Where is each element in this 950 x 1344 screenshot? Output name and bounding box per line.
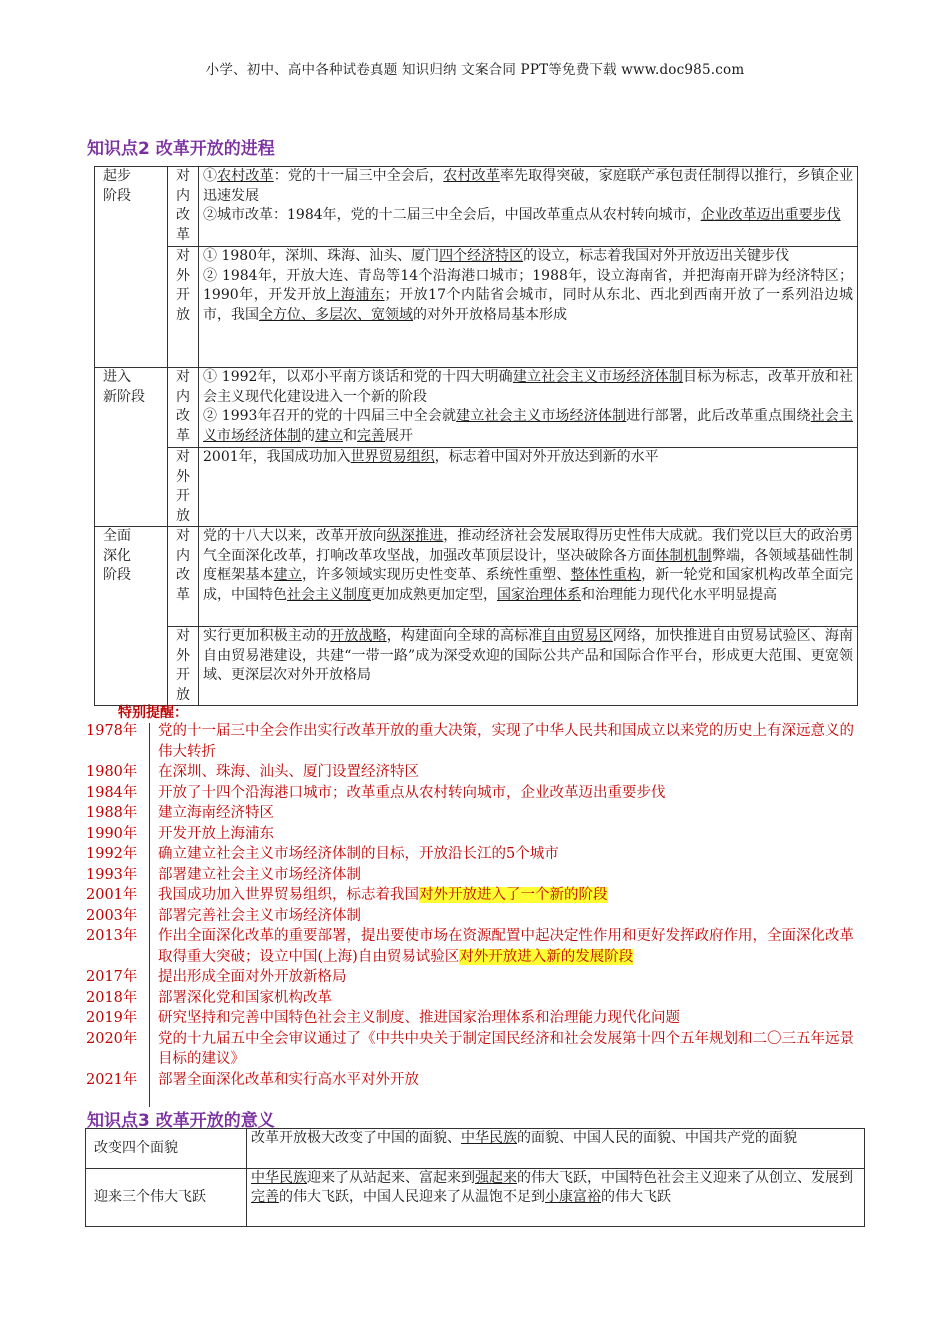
stage-content: [199, 448, 858, 527]
timeline-text: 提出形成全面对外开放新格局: [158, 969, 347, 985]
rich-text: ② 1984年，开放大连、青岛等14个沿海港口城市；1988年，设立海南省，并把海南开辟为经济特区；1990年，开发开放上海浦东；开放17个内陆省会城市，同时从东北、西北到西南开放了一系列沿边城市，我国全方位、多层次、宽领域的对外开放格局基本形成: [203, 267, 853, 323]
timeline-year: 1992年: [86, 846, 138, 862]
timeline-year: 2001年: [86, 887, 138, 903]
stage-content: [199, 247, 858, 368]
stage-name: 全面 深化 阶段: [95, 527, 168, 706]
timeline-year: 2017年: [86, 969, 138, 985]
timeline-year: 2018年: [86, 989, 138, 1006]
timeline-year: 2013年: [86, 928, 138, 944]
kind-label: 对 内 改 革: [168, 527, 199, 627]
stage-content: [199, 167, 858, 247]
timeline-event: [86, 926, 866, 967]
timeline-text: 开发开放上海浦东: [158, 825, 274, 842]
kind-label: 对 外 开 放: [168, 448, 199, 527]
timeline-text: 部署深化党和国家机构改革: [158, 989, 332, 1006]
timeline-event: [86, 906, 866, 927]
kind-label: 对 内 改 革: [168, 368, 199, 448]
timeline-event: [86, 988, 866, 1009]
rich-text: ② 1993年召开的党的十四届三中全会就建立社会主义市场经济体制进行部署，此后改革重点围绕社会主义市场经济体制的建立和完善展开: [203, 408, 853, 444]
rich-text: ① 1980年，深圳、珠海、汕头、厦门四个经济特区的设立，标志着我国对外开放迈出关键步伐: [203, 248, 790, 264]
timeline-event: [86, 865, 866, 886]
timeline-event: [86, 885, 866, 906]
timeline-year: 1990年: [86, 825, 138, 842]
timeline-text: 党的十九届五中全会审议通过了《中共中央关于制定国民经济和社会发展第十四个五年规划和二〇三五年远景目标的建议》: [158, 1030, 854, 1067]
timeline-text: 确立建立社会主义市场经济体制的目标，开放沿长江的5个城市: [158, 846, 559, 862]
timeline-text: 研究坚持和完善中国特色社会主义制度、推进国家治理体系和治理能力现代化问题: [158, 1010, 680, 1026]
stage-content: [199, 527, 858, 627]
timeline-highlight: 对外开放进入了一个新的阶段: [419, 887, 608, 903]
timeline-year: 2021年: [86, 1071, 138, 1088]
timeline-event: [86, 844, 866, 865]
significance-label: 迎来三个伟大飞跃: [86, 1169, 247, 1227]
timeline-text: 开放了十四个沿海港口城市；改革重点从农村转向城市，企业改革迈出重要步伐: [158, 784, 666, 801]
timeline-event: [86, 803, 866, 824]
timeline-event: [86, 1070, 866, 1091]
stage-content: [199, 627, 858, 706]
rich-text: 党的十八大以来，改革开放向纵深推进，推动经济社会发展取得历史性伟大成就。我们党以巨大的政治勇气全面深化改革，打响改革攻坚战，加强改革顶层设计，坚决破除各方面体制机制弊端，各领域基础性制度框架基本建立，许多领域实现历史性变革、系统性重塑、整体性重构，新一轮党和国家机构改革全面完成，中国特色社会主义制度更加成熟更加定型，国家治理体系和治理能力现代化水平明显提高: [203, 528, 854, 603]
timeline-text: 部署全面深化改革和实行高水平对外开放: [158, 1071, 419, 1088]
reform-progress-table: [94, 166, 858, 706]
timeline-year: 1984年: [86, 784, 138, 801]
kind-label: 对 外 开 放: [168, 627, 199, 706]
significance-label: 改变四个面貌: [86, 1129, 247, 1169]
section-title-2: 知识点2 改革开放的进程: [87, 139, 275, 159]
timeline-year: 1980年: [86, 764, 138, 780]
rich-text: 实行更加积极主动的开放战略，构建面向全球的高标准自由贸易区网络，加快推进自由贸易试验区、海南自由贸易港建设，共建“一带一路”成为深受欢迎的国际公共产品和国际合作平台，形成更大范围、更宽领域、更深层次对外开放格局: [203, 628, 854, 683]
kind-label: 对 外 开 放: [168, 247, 199, 368]
timeline-text: 我国成功加入世界贸易组织，标志着我国对外开放进入了一个新的阶段: [158, 887, 608, 903]
rich-text: 2001年，我国成功加入世界贸易组织，标志着中国对外开放达到新的水平: [203, 449, 659, 465]
stage-name: 起步 阶段: [95, 167, 168, 368]
timeline-text: 部署建立社会主义市场经济体制: [158, 866, 361, 883]
timeline-text: 作出全面深化改革的重要部署，提出要使市场在资源配置中起决定性作用和更好发挥政府作用，全面深化改革取得重大突破；设立中国(上海)自由贸易试验区对外开放进入新的发展阶段: [158, 928, 854, 965]
page-header: 小学、初中、高中各种试卷真题 知识归纳 文案合同 PPT等免费下载 www.doc985.com: [205, 62, 745, 78]
timeline-year: 1978年: [86, 723, 138, 739]
rich-text: ①农村改革：党的十一届三中全会后，农村改革率先取得突破，家庭联产承包责任制得以推行，乡镇企业迅速发展: [203, 168, 854, 204]
timeline-text: 党的十一届三中全会作出实行改革开放的重大决策，实现了中华人民共和国成立以来党的历史上有深远意义的伟大转折: [158, 723, 854, 760]
timeline-text: 建立海南经济特区: [158, 805, 274, 821]
reform-significance-table: [85, 1128, 865, 1227]
kind-label: 对 内 改 革: [168, 167, 199, 247]
timeline-event: [86, 1029, 866, 1070]
timeline-event: [86, 762, 866, 783]
special-reminder-title: 特别提醒：: [118, 705, 188, 721]
timeline-text: 在深圳、珠海、汕头、厦门设置经济特区: [158, 764, 419, 780]
timeline-line: [149, 723, 150, 1107]
stage-content: [199, 368, 858, 448]
reform-timeline: [86, 721, 866, 1090]
timeline-event: [86, 721, 866, 762]
stage-name: 进入 新阶段: [95, 368, 168, 527]
timeline-event: [86, 1008, 866, 1029]
rich-text: ②城市改革：1984年，党的十二届三中全会后，中国改革重点从农村转向城市，企业改革迈出重要步伐: [203, 207, 841, 223]
timeline-highlight: 对外开放进入新的发展阶段: [459, 948, 634, 965]
significance-content: [247, 1169, 865, 1227]
rich-text: 改革开放极大改变了中国的面貌、中华民族的面貌、中国人民的面貌、中国共产党的面貌: [251, 1130, 797, 1146]
timeline-event: [86, 824, 866, 845]
timeline-year: 2003年: [86, 907, 138, 924]
timeline-year: 2019年: [86, 1010, 138, 1026]
timeline-year: 1993年: [86, 866, 138, 883]
significance-content: [247, 1129, 865, 1169]
timeline-event: [86, 967, 866, 988]
rich-text: ① 1992年，以邓小平南方谈话和党的十四大明确建立社会主义市场经济体制目标为标志，改革开放和社会主义现代化建设进入一个新的阶段: [203, 369, 854, 405]
timeline-text: 部署完善社会主义市场经济体制: [158, 907, 361, 924]
rich-text: 中华民族迎来了从站起来、富起来到强起来的伟大飞跃，中国特色社会主义迎来了从创立、发展到完善的伟大飞跃，中国人民迎来了从温饱不足到小康富裕的伟大飞跃: [251, 1170, 853, 1205]
timeline-event: [86, 783, 866, 804]
timeline-year: 1988年: [86, 805, 138, 821]
timeline-year: 2020年: [86, 1030, 138, 1047]
section-title-3: 知识点3 改革开放的意义: [87, 1111, 275, 1131]
